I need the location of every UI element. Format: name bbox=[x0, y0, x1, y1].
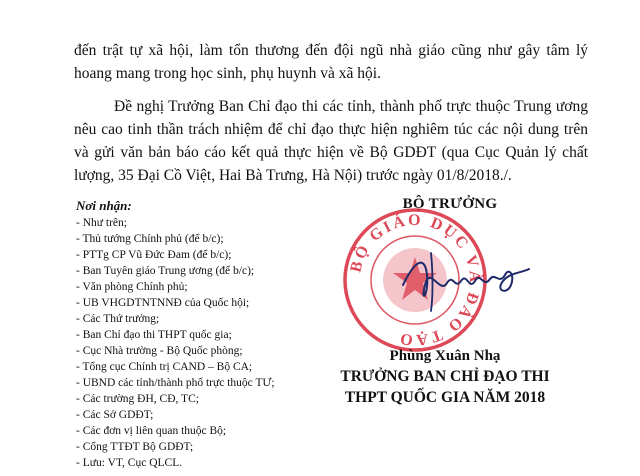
recipient-item: - Các Thứ trưởng; bbox=[76, 313, 160, 325]
signer-title-line-1: TRƯỞNG BAN CHỈ ĐẠO THI bbox=[340, 368, 550, 385]
recipients-list bbox=[76, 215, 326, 471]
recipient-item: - PTTg CP Vũ Đức Đam (để b/c); bbox=[76, 249, 232, 261]
handwritten-signature bbox=[395, 245, 535, 315]
recipient-item: - Tổng cục Chính trị CAND – Bộ CA; bbox=[76, 361, 253, 373]
recipient-item: - Các đơn vị liên quan thuộc Bộ; bbox=[76, 425, 227, 437]
recipients-section bbox=[76, 198, 326, 471]
signer-title bbox=[300, 366, 590, 408]
recipient-item: - UB VHGDTNTNNĐ của Quốc hội; bbox=[76, 297, 250, 309]
seal-text: BỘ GIÁO DỤC VÀ ĐÀO TẠO bbox=[347, 211, 484, 349]
recipients-title: Nơi nhận: bbox=[76, 198, 132, 213]
recipient-item: - UBND các tỉnh/thành phố trực thuộc TƯ; bbox=[76, 377, 275, 389]
signer-name: Phùng Xuân Nhạ bbox=[389, 348, 501, 364]
recipient-item: - Cục Nhà trường - Bộ Quốc phòng; bbox=[76, 345, 243, 357]
recipient-item: - Các trường ĐH, CĐ, TC; bbox=[76, 393, 199, 405]
recipient-item: - Ban Tuyên giáo Trung ương (để b/c); bbox=[76, 265, 255, 277]
body-paragraph-1: đến trật tự xã hội, làm tổn thương đến đội ngũ nhà giáo cũng như gây tâm lý hoang mang trong học sinh, phụ huynh và xã hội. bbox=[74, 42, 588, 82]
body-paragraph-2: Đề nghị Trưởng Ban Chỉ đạo thi các tỉnh, thành phố trực thuộc Trung ương nêu cao tinh thần trách nhiệm để chỉ đạo thực hiện nghiêm túc các nội dung trên và gửi văn bản báo cáo kết quả thực hiện về Bộ GDĐT (qua Cục Quản lý chất lượng, 35 Đại Cồ Việt, Hai Bà Trưng, Hà Nội) trước ngày 01/8/2018./. bbox=[74, 98, 588, 184]
recipient-item: - Cổng TTĐT Bộ GDĐT; bbox=[76, 441, 194, 453]
recipient-item: - Các Sở GDĐT; bbox=[76, 409, 154, 421]
signer-position: BỘ TRƯỞNG bbox=[402, 196, 498, 212]
signer-title-line-2: THPT QUỐC GIA NĂM 2018 bbox=[344, 389, 546, 406]
recipient-item: - Văn phòng Chính phủ; bbox=[76, 281, 188, 293]
recipient-item: - Thủ tướng Chính phủ (để b/c); bbox=[76, 233, 224, 245]
recipient-item: - Lưu: VT, Cục QLCL. bbox=[76, 457, 183, 469]
recipient-item: - Ban Chỉ đạo thi THPT quốc gia; bbox=[76, 329, 232, 341]
recipient-item: - Như trên; bbox=[76, 217, 127, 229]
